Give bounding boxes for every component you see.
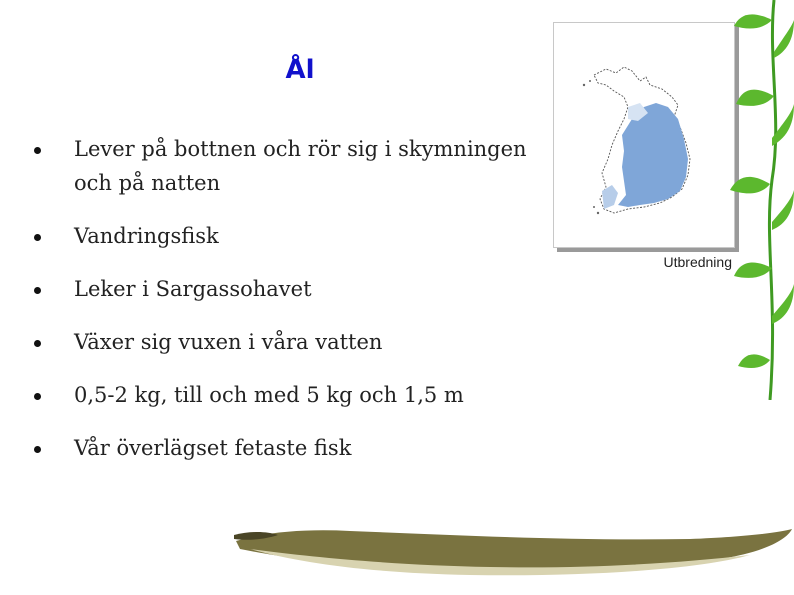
map-caption: Utbredning — [663, 254, 732, 270]
bullet-text: Vandringsfisk — [74, 224, 219, 248]
bullet-dot-icon — [34, 234, 41, 241]
bullet-item — [34, 378, 544, 412]
finland-map-image — [554, 23, 734, 247]
bullet-text: 0,5-2 kg, till och med 5 kg och 1,5 m — [74, 383, 464, 407]
bullet-item — [34, 132, 544, 200]
bullet-dot-icon — [34, 393, 41, 400]
bullet-text: Lever på bottnen och rör sig i skymningen och på natten — [74, 137, 527, 195]
bullet-text: Vår överlägset fetaste fisk — [74, 436, 352, 460]
seaweed-decoration — [712, 0, 794, 400]
eel-image — [230, 515, 794, 591]
bullet-item — [34, 325, 544, 359]
bullet-dot-icon — [34, 147, 41, 154]
bullet-dot-icon — [34, 446, 41, 453]
bullet-item — [34, 431, 544, 465]
bullet-item — [34, 219, 544, 253]
bullet-dot-icon — [34, 287, 41, 294]
bullet-item — [34, 272, 544, 306]
bullet-text: Leker i Sargassohavet — [74, 277, 312, 301]
distribution-map — [553, 22, 735, 248]
bullet-text: Växer sig vuxen i våra vatten — [74, 330, 383, 354]
slide-title: Ål — [285, 55, 315, 85]
bullet-dot-icon — [34, 340, 41, 347]
bullet-list — [34, 132, 544, 484]
